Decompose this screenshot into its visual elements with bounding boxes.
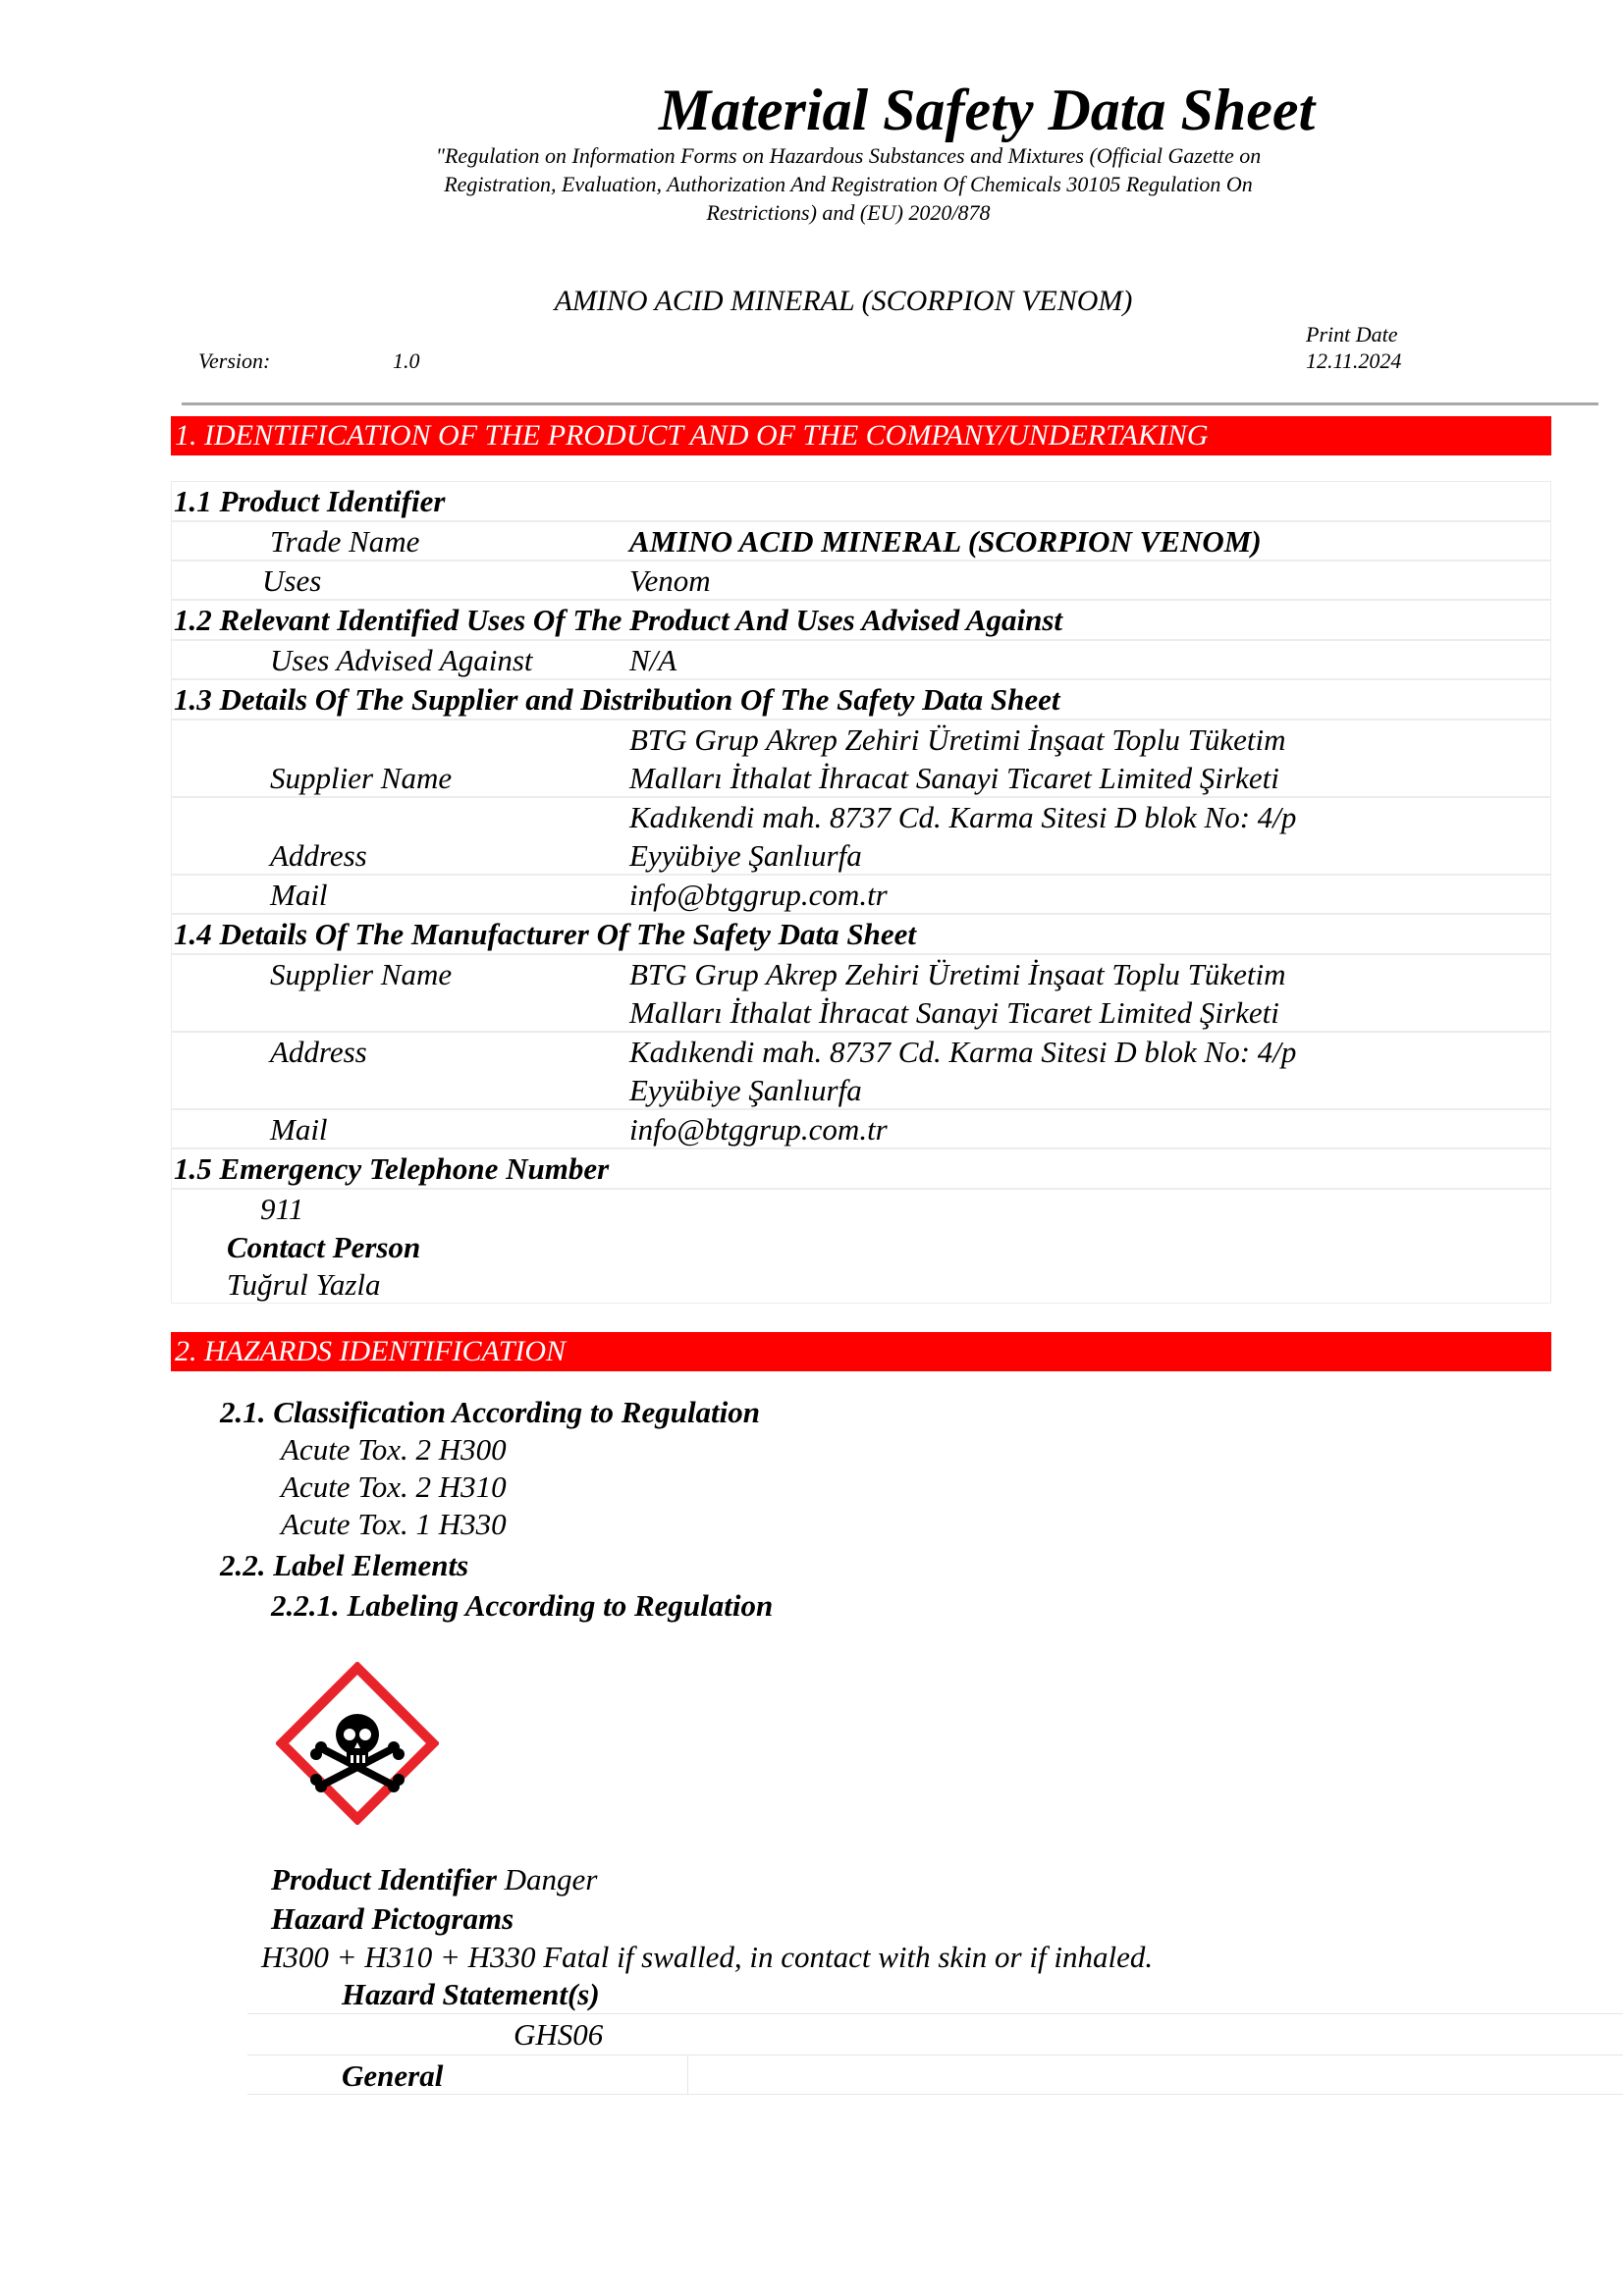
table-row (171, 481, 1551, 521)
table-row (171, 521, 1551, 561)
divider (247, 2055, 1623, 2056)
table-row (171, 561, 1551, 600)
trade-name-value: AMINO ACID MINERAL (SCORPION VENOM) (629, 524, 1262, 559)
heading-1-2: 1.2 Relevant Identified Uses Of The Product And Uses Advised Against (174, 603, 1063, 637)
manufacturer-supplier-value-line-2: Malları İthalat İhracat Sanayi Ticaret Limited Şirketi (629, 995, 1279, 1030)
address-value-line-2: Eyyübiye Şanlıurfa (629, 838, 862, 873)
uses-value: Venom (629, 563, 711, 598)
table-row (171, 720, 1551, 797)
address-label: Address (270, 838, 367, 873)
skull-crossbones-pictogram (276, 1662, 439, 1825)
heading-1-4: 1.4 Details Of The Manufacturer Of The Safety Data Sheet (174, 917, 917, 951)
emergency-number: 911 (260, 1192, 304, 1226)
hazard-statements-label: Hazard Statement(s) (342, 1977, 600, 2011)
mail-value: info@btggrup.com.tr (629, 878, 888, 912)
column-divider (687, 2055, 688, 2094)
supplier-label: Supplier Name (270, 761, 453, 795)
divider (247, 2094, 1623, 2095)
mail-label: Mail (270, 878, 328, 912)
table-row (171, 797, 1551, 875)
address-value-line-1: Kadıkendi mah. 8737 Cd. Karma Sitesi D blok No: 4/p (629, 800, 1297, 834)
manufacturer-address-value-line-2: Eyyübiye Şanlıurfa (629, 1073, 862, 1107)
version-value: 1.0 (393, 348, 420, 373)
contact-person-value: Tuğrul Yazla (227, 1267, 381, 1302)
uses-label: Uses (262, 563, 322, 598)
uses-against-label: Uses Advised Against (270, 643, 533, 677)
print-date-value: 12.11.2024 (1306, 348, 1402, 373)
version-label: Version: (198, 348, 271, 373)
supplier-value-line-2: Malları İthalat İhracat Sanayi Ticaret Limited Şirketi (629, 761, 1279, 795)
heading-2-1: 2.1. Classification According to Regulation (220, 1395, 761, 1429)
hazard-pictograms-label: Hazard Pictograms (271, 1901, 514, 1936)
heading-1-1: 1.1 Product Identifier (174, 484, 446, 518)
table-row (171, 954, 1551, 1032)
heading-2-2-1: 2.2.1. Labeling According to Regulation (271, 1588, 774, 1623)
uses-against-value: N/A (629, 643, 677, 677)
general-label: General (342, 2058, 444, 2093)
regulation-line-3: Restrictions) and (EU) 2020/878 (706, 200, 991, 225)
heading-1-3: 1.3 Details Of The Supplier and Distribution Of The Safety Data Sheet (174, 682, 1060, 717)
divider (247, 2013, 1623, 2014)
table-row (171, 914, 1551, 954)
print-date-label: Print Date (1306, 322, 1398, 347)
manufacturer-mail-label: Mail (270, 1112, 328, 1147)
supplier-value-line-1: BTG Grup Akrep Zehiri Üretimi İnşaat Toplu Tüketim (629, 722, 1286, 757)
table-row (171, 1189, 1551, 1304)
product-identifier-row (271, 1861, 597, 1898)
table-row (171, 600, 1551, 640)
product-identifier-value: Danger (504, 1862, 598, 1896)
product-identifier-label: Product Identifier (271, 1862, 497, 1896)
ghs-code: GHS06 (514, 2017, 604, 2052)
manufacturer-supplier-value-line-1: BTG Grup Akrep Zehiri Üretimi İnşaat Toplu Tüketim (629, 957, 1286, 991)
hazard-statement-text: H300 + H310 + H330 Fatal if swalled, in contact with skin or if inhaled. (261, 1940, 1154, 1974)
heading-2-2: 2.2. Label Elements (220, 1548, 469, 1582)
manufacturer-mail-value: info@btggrup.com.tr (629, 1112, 888, 1147)
table-row (171, 679, 1551, 720)
product-title: AMINO ACID MINERAL (SCORPION VENOM) (554, 285, 1133, 317)
trade-name-label: Trade Name (270, 524, 420, 559)
section-1-bar: 1. IDENTIFICATION OF THE PRODUCT AND OF THE COMPANY/UNDERTAKING (171, 416, 1551, 455)
table-row (171, 1109, 1551, 1148)
table-row (171, 640, 1551, 679)
header-divider (182, 402, 1598, 405)
section-2-bar: 2. HAZARDS IDENTIFICATION (171, 1332, 1551, 1371)
regulation-line-2: Registration, Evaluation, Authorization And Registration Of Chemicals 30105 Regulation On (444, 172, 1253, 196)
classification-3: Acute Tox. 1 H330 (281, 1507, 507, 1541)
table-row (171, 875, 1551, 914)
manufacturer-supplier-label: Supplier Name (270, 957, 453, 991)
document-title: Material Safety Data Sheet (658, 78, 1316, 142)
table-row (171, 1032, 1551, 1109)
manufacturer-address-label: Address (270, 1035, 367, 1069)
heading-1-5: 1.5 Emergency Telephone Number (174, 1151, 610, 1186)
skull-crossbones-icon (276, 1662, 439, 1825)
section-1-table (171, 481, 1551, 1306)
contact-person-label: Contact Person (227, 1230, 421, 1264)
table-row (171, 1148, 1551, 1189)
regulation-line-1: "Regulation on Information Forms on Hazardous Substances and Mixtures (Official Gazette on (435, 143, 1262, 168)
classification-1: Acute Tox. 2 H300 (281, 1432, 507, 1467)
manufacturer-address-value-line-1: Kadıkendi mah. 8737 Cd. Karma Sitesi D blok No: 4/p (629, 1035, 1297, 1069)
classification-2: Acute Tox. 2 H310 (281, 1469, 507, 1504)
